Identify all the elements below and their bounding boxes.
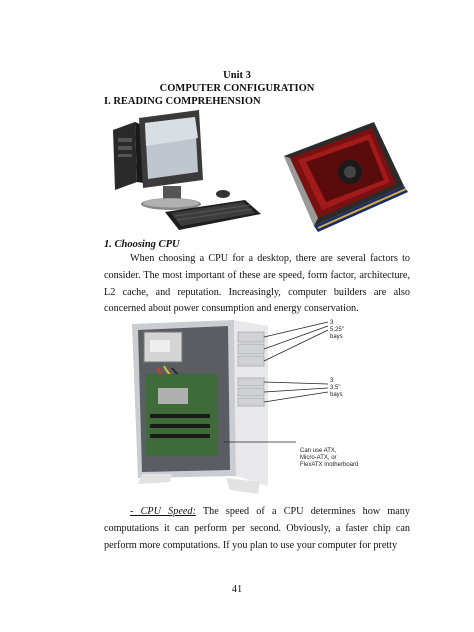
paragraph-intro [104, 251, 410, 318]
paragraph-intro-text: When choosing a CPU for a desktop, there are several factors to consider. The most important of these are speed, form factor, architecture, L2 cache, and reputation. Increasingly, computer builders are also concerned about power consumption and energy conservation. [104, 253, 410, 315]
cpu-speed-text: The speed of a CPU determines how many computations it can perform per second. Obviously, a faster chip can perform more computations. If you plan to use your computer for pretty [104, 506, 410, 551]
section-heading: I. READING COMPREHENSION [104, 96, 261, 107]
callout-mid-line2: 3.5" [330, 385, 341, 391]
computer-case-image [128, 318, 359, 500]
unit-title: COMPUTER CONFIGURATION [159, 83, 315, 94]
callout-top-line3: bays [330, 334, 343, 340]
desktop-computer-image [105, 108, 265, 238]
paragraph-cpu-speed [104, 504, 410, 554]
callout-bottom-line1: Can use ATX, [300, 448, 337, 454]
callout-bottom-line3: FlexATX motherboard [300, 462, 359, 468]
callout-mid-line1: 3 [330, 378, 334, 384]
cpu-speed-term: - CPU Speed: [130, 506, 196, 517]
graphics-card-image [278, 116, 410, 234]
subsection-heading: 1. Choosing CPU [104, 239, 180, 250]
callout-top-line1: 3 [330, 320, 334, 326]
page-number: 41 [231, 584, 243, 595]
callout-bottom-line2: Micro-ATX, or [300, 455, 337, 461]
unit-label: Unit 3 [223, 70, 251, 81]
callout-mid-line3: bays [330, 392, 343, 398]
callout-top-line2: 5.25" [330, 327, 344, 333]
